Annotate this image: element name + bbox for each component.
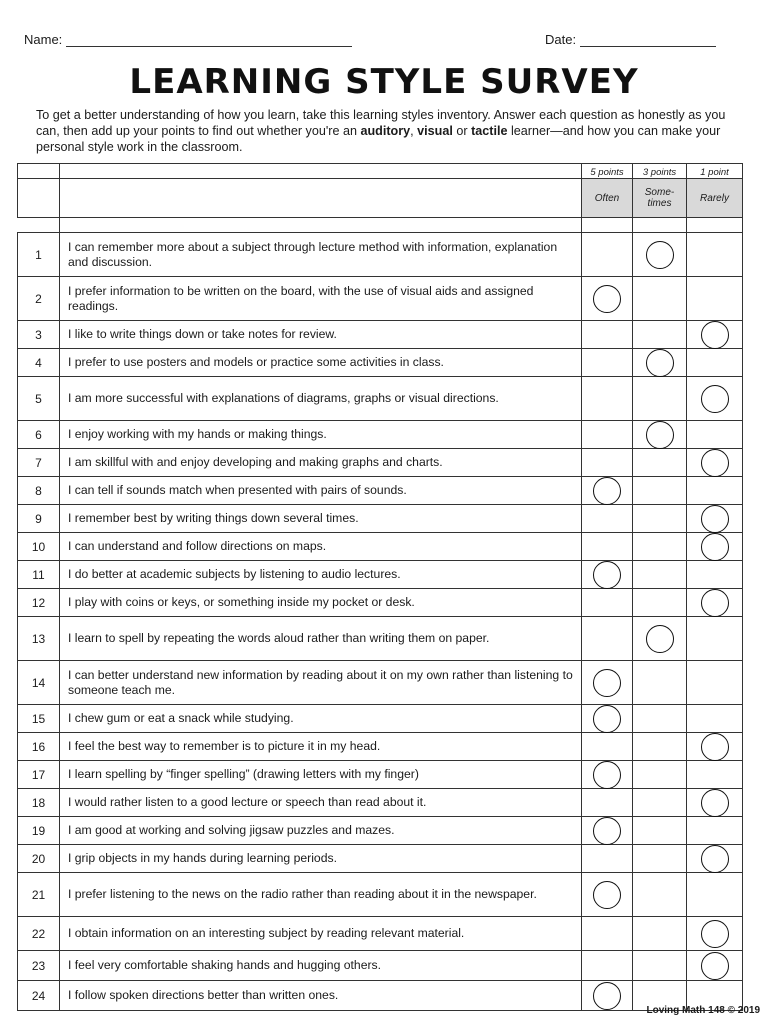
answer-circle — [701, 845, 729, 873]
question-text: I prefer listening to the news on the radio rather than reading about it in the newspaper. — [60, 873, 582, 917]
question-row — [18, 377, 743, 421]
answer-cell-rarely[interactable] — [687, 321, 743, 349]
question-text: I feel the best way to remember is to picture it in my head. — [60, 733, 582, 761]
question-row — [18, 449, 743, 477]
answer-cell-sometimes[interactable] — [633, 789, 687, 817]
answer-circle — [701, 321, 729, 349]
answer-cell-sometimes[interactable] — [633, 705, 687, 733]
often-points: 5 points — [582, 164, 633, 179]
answer-circle — [593, 669, 621, 697]
question-text: I prefer to use posters and models or practice some activities in class. — [60, 349, 582, 377]
answer-cell-often[interactable] — [582, 349, 633, 377]
question-number: 15 — [18, 705, 60, 733]
question-number: 21 — [18, 873, 60, 917]
rarely-header: Rarely — [687, 179, 743, 218]
answer-cell-often[interactable] — [582, 377, 633, 421]
question-number: 22 — [18, 917, 60, 951]
answer-cell-rarely[interactable] — [687, 277, 743, 321]
survey-table — [17, 163, 743, 1011]
question-number: 12 — [18, 589, 60, 617]
answer-circle — [646, 421, 674, 449]
intro-tactile: tactile — [471, 124, 508, 138]
question-row — [18, 917, 743, 951]
question-number: 10 — [18, 533, 60, 561]
answer-cell-rarely[interactable] — [687, 917, 743, 951]
question-number: 7 — [18, 449, 60, 477]
question-number: 11 — [18, 561, 60, 589]
answer-cell-often[interactable] — [582, 873, 633, 917]
answer-cell-sometimes[interactable] — [633, 761, 687, 789]
name-blank-line[interactable] — [66, 32, 352, 47]
date-label: Date: — [545, 32, 577, 47]
answer-cell-rarely[interactable] — [687, 661, 743, 705]
date-blank-line[interactable] — [580, 32, 716, 47]
question-row — [18, 561, 743, 589]
answer-circle — [593, 817, 621, 845]
answer-cell-rarely[interactable] — [687, 589, 743, 617]
answer-cell-sometimes[interactable] — [633, 951, 687, 981]
answer-cell-often[interactable] — [582, 951, 633, 981]
date-field — [545, 32, 716, 47]
answer-circle — [701, 505, 729, 533]
answer-cell-often[interactable] — [582, 561, 633, 589]
answer-cell-often[interactable] — [582, 617, 633, 661]
answer-cell-sometimes[interactable] — [633, 349, 687, 377]
answer-cell-rarely[interactable] — [687, 449, 743, 477]
answer-circle — [701, 533, 729, 561]
answer-cell-often[interactable] — [582, 789, 633, 817]
answer-circle — [646, 349, 674, 377]
often-header: Often — [582, 179, 633, 218]
header-row — [18, 179, 743, 218]
answer-cell-rarely[interactable] — [687, 705, 743, 733]
question-row — [18, 277, 743, 321]
question-number: 1 — [18, 233, 60, 277]
question-row — [18, 589, 743, 617]
answer-cell-often[interactable] — [582, 421, 633, 449]
answer-cell-rarely[interactable] — [687, 845, 743, 873]
answer-cell-often[interactable] — [582, 321, 633, 349]
answer-cell-sometimes[interactable] — [633, 617, 687, 661]
question-row — [18, 477, 743, 505]
answer-circle — [701, 385, 729, 413]
question-text: I can tell if sounds match when presented with pairs of sounds. — [60, 477, 582, 505]
answer-cell-often[interactable] — [582, 277, 633, 321]
answer-cell-often[interactable] — [582, 589, 633, 617]
question-number: 2 — [18, 277, 60, 321]
question-number: 5 — [18, 377, 60, 421]
question-number: 13 — [18, 617, 60, 661]
answer-cell-sometimes[interactable] — [633, 561, 687, 589]
answer-cell-sometimes[interactable] — [633, 873, 687, 917]
answer-cell-often[interactable] — [582, 477, 633, 505]
intro-text-1: To get a better understanding of how you learn, take this learning styles inventory. Answer each question as honestly as you can, then add up your points to find out whether you're an — [36, 108, 726, 138]
answer-cell-often[interactable] — [582, 661, 633, 705]
answer-cell-sometimes[interactable] — [633, 477, 687, 505]
answer-cell-sometimes[interactable] — [633, 661, 687, 705]
question-text: I chew gum or eat a snack while studying. — [60, 705, 582, 733]
question-row — [18, 873, 743, 917]
answer-cell-often[interactable] — [582, 917, 633, 951]
answer-cell-sometimes[interactable] — [633, 505, 687, 533]
answer-cell-often[interactable] — [582, 981, 633, 1011]
question-number: 24 — [18, 981, 60, 1011]
answer-cell-rarely[interactable] — [687, 377, 743, 421]
question-row — [18, 981, 743, 1011]
name-field — [24, 32, 352, 47]
name-label: Name: — [24, 32, 63, 47]
question-text: I am more successful with explanations of diagrams, graphs or visual directions. — [60, 377, 582, 421]
answer-cell-sometimes[interactable] — [633, 449, 687, 477]
answer-cell-often[interactable] — [582, 505, 633, 533]
question-row — [18, 421, 743, 449]
question-row — [18, 349, 743, 377]
question-row — [18, 705, 743, 733]
answer-circle — [701, 589, 729, 617]
question-text: I enjoy working with my hands or making things. — [60, 421, 582, 449]
question-number: 14 — [18, 661, 60, 705]
question-number: 19 — [18, 817, 60, 845]
question-row — [18, 789, 743, 817]
answer-circle — [593, 881, 621, 909]
intro-paragraph — [36, 107, 736, 155]
question-text: I learn spelling by “finger spelling” (drawing letters with my finger) — [60, 761, 582, 789]
question-row — [18, 617, 743, 661]
answer-circle — [701, 449, 729, 477]
answer-cell-rarely[interactable] — [687, 873, 743, 917]
question-text: I am good at working and solving jigsaw puzzles and mazes. — [60, 817, 582, 845]
answer-cell-rarely[interactable] — [687, 733, 743, 761]
sometimes-header: Some- times — [633, 179, 687, 218]
question-number: 18 — [18, 789, 60, 817]
question-text: I follow spoken directions better than written ones. — [60, 981, 582, 1011]
answer-circle — [701, 920, 729, 948]
answer-cell-rarely[interactable] — [687, 233, 743, 277]
answer-cell-rarely[interactable] — [687, 349, 743, 377]
answer-cell-rarely[interactable] — [687, 789, 743, 817]
question-text: I play with coins or keys, or something inside my pocket or desk. — [60, 589, 582, 617]
question-number: 8 — [18, 477, 60, 505]
answer-cell-rarely[interactable] — [687, 533, 743, 561]
answer-cell-sometimes[interactable] — [633, 733, 687, 761]
answer-cell-sometimes[interactable] — [633, 817, 687, 845]
answer-circle — [593, 761, 621, 789]
answer-cell-sometimes[interactable] — [633, 321, 687, 349]
question-number: 6 — [18, 421, 60, 449]
intro-text-2: , — [410, 124, 418, 138]
question-text: I can understand and follow directions on maps. — [60, 533, 582, 561]
question-row — [18, 505, 743, 533]
question-row — [18, 733, 743, 761]
answer-cell-rarely[interactable] — [687, 817, 743, 845]
question-text: I grip objects in my hands during learning periods. — [60, 845, 582, 873]
answer-circle — [593, 477, 621, 505]
answer-circle — [593, 982, 621, 1010]
answer-circle — [593, 561, 621, 589]
question-number: 23 — [18, 951, 60, 981]
answer-cell-sometimes[interactable] — [633, 421, 687, 449]
question-row — [18, 321, 743, 349]
answer-circle — [701, 789, 729, 817]
question-number: 9 — [18, 505, 60, 533]
question-row — [18, 761, 743, 789]
question-number: 4 — [18, 349, 60, 377]
question-text: I would rather listen to a good lecture or speech than read about it. — [60, 789, 582, 817]
question-number: 16 — [18, 733, 60, 761]
answer-cell-rarely[interactable] — [687, 617, 743, 661]
rarely-points: 1 point — [687, 164, 743, 179]
answer-cell-rarely[interactable] — [687, 421, 743, 449]
question-text: I feel very comfortable shaking hands and hugging others. — [60, 951, 582, 981]
answer-cell-rarely[interactable] — [687, 761, 743, 789]
question-text: I can remember more about a subject through lecture method with information, explanation and discussion. — [60, 233, 582, 277]
answer-cell-rarely[interactable] — [687, 951, 743, 981]
question-row — [18, 845, 743, 873]
answer-cell-sometimes[interactable] — [633, 845, 687, 873]
question-row — [18, 817, 743, 845]
intro-text-3: or — [452, 124, 472, 138]
question-row — [18, 233, 743, 277]
question-number: 3 — [18, 321, 60, 349]
answer-circle — [593, 705, 621, 733]
sometimes-points: 3 points — [633, 164, 687, 179]
answer-cell-often[interactable] — [582, 817, 633, 845]
question-number: 20 — [18, 845, 60, 873]
answer-cell-sometimes[interactable] — [633, 533, 687, 561]
page-title: LEARNING STYLE SURVEY — [129, 62, 639, 102]
answer-circle — [646, 625, 674, 653]
question-text: I learn to spell by repeating the words aloud rather than writing them on paper. — [60, 617, 582, 661]
answer-cell-rarely[interactable] — [687, 561, 743, 589]
answer-cell-often[interactable] — [582, 733, 633, 761]
answer-circle — [593, 285, 621, 313]
answer-cell-often[interactable] — [582, 705, 633, 733]
answer-cell-sometimes[interactable] — [633, 589, 687, 617]
intro-text-4: learner—and how you can make your personal style work in the classroom. — [36, 124, 721, 154]
question-text: I am skillful with and enjoy developing and making graphs and charts. — [60, 449, 582, 477]
answer-cell-sometimes[interactable] — [633, 277, 687, 321]
question-text: I can better understand new information by reading about it on my own rather than listening to someone teach me. — [60, 661, 582, 705]
question-text: I prefer information to be written on the board, with the use of visual aids and assigned readings. — [60, 277, 582, 321]
question-text: I remember best by writing things down several times. — [60, 505, 582, 533]
question-text: I obtain information on an interesting subject by reading relevant material. — [60, 917, 582, 951]
answer-cell-often[interactable] — [582, 233, 633, 277]
question-number: 17 — [18, 761, 60, 789]
intro-auditory: auditory — [360, 124, 411, 138]
answer-circle — [701, 952, 729, 980]
answer-cell-often[interactable] — [582, 761, 633, 789]
answer-cell-sometimes[interactable] — [633, 377, 687, 421]
answer-circle — [646, 241, 674, 269]
answer-cell-often[interactable] — [582, 449, 633, 477]
copyright-footer: Loving Math 148 © 2019 — [646, 1005, 760, 1016]
answer-circle — [701, 733, 729, 761]
intro-visual: visual — [417, 124, 453, 138]
question-row — [18, 951, 743, 981]
points-row — [18, 164, 743, 179]
question-text: I do better at academic subjects by listening to audio lectures. — [60, 561, 582, 589]
answer-cell-often[interactable] — [582, 533, 633, 561]
question-row — [18, 661, 743, 705]
question-row — [18, 533, 743, 561]
answer-cell-rarely[interactable] — [687, 505, 743, 533]
answer-cell-often[interactable] — [582, 845, 633, 873]
question-text: I like to write things down or take notes for review. — [60, 321, 582, 349]
answer-cell-rarely[interactable] — [687, 477, 743, 505]
answer-cell-sometimes[interactable] — [633, 233, 687, 277]
answer-cell-sometimes[interactable] — [633, 917, 687, 951]
